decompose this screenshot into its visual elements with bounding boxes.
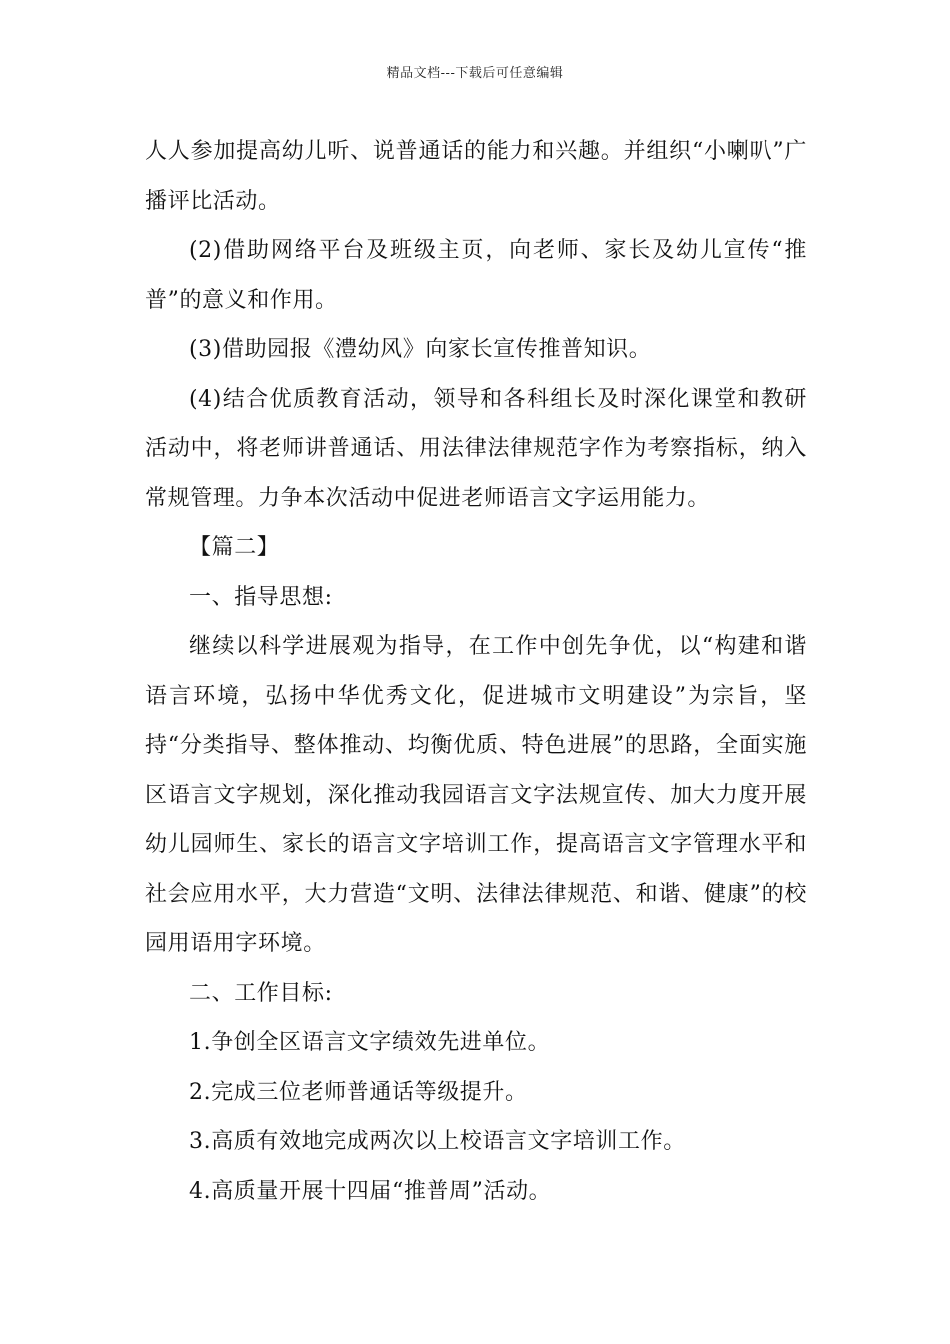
paragraph-guiding-thought: 继续以科学进展观为指导，在工作中创先争优，以“构建和谐语言环境，弘扬中华优秀文化，促进城市文明建设”为宗旨，坚持“分类指导、整体推动、均衡优质、特色进展”的思路，全面实施区语言文字规划，深化推动我园语言文字法规宣传、加大力度开展幼儿园师生、家长的语言文字培训工作，提高语言文字管理水平和社会应用水平，大力营造“文明、法律法律规范、和谐、健康”的校园用语用字环境。 (145, 634, 807, 956)
subheading-guiding-thought: 一、指导思想: (189, 584, 333, 610)
paragraph-item-3: (3)借助园报《澧幼风》向家长宣传推普知识。 (189, 337, 652, 362)
goal-item-3: 3.高质有效地完成两次以上校语言文字培训工作。 (189, 1129, 686, 1154)
document-body (145, 127, 807, 1216)
paragraph-item-2: (2)借助网络平台及班级主页，向老师、家长及幼儿宣传“推普”的意义和作用。 (145, 238, 807, 313)
section-heading: 【篇二】 (189, 535, 280, 560)
page-header: 精品文档---下载后可任意编辑 (386, 66, 564, 81)
goal-item-1: 1.争创全区语言文字绩效先进单位。 (189, 1030, 551, 1055)
subheading-work-goals: 二、工作目标: (189, 980, 333, 1006)
paragraph-item-4: (4)结合优质教育活动，领导和各科组长及时深化课堂和教研活动中，将老师讲普通话、用法律法律规范字作为考察指标，纳入常规管理。力争本次活动中促进老师语言文字运用能力。 (145, 386, 807, 511)
goal-item-2: 2.完成三位老师普通话等级提升。 (189, 1079, 528, 1105)
paragraph-continuation: 人人参加提高幼儿听、说普通话的能力和兴趣。并组织“小喇叭”广播评比活动。 (145, 139, 807, 214)
goal-item-4: 4.高质量开展十四届“推普周”活动。 (189, 1178, 552, 1204)
